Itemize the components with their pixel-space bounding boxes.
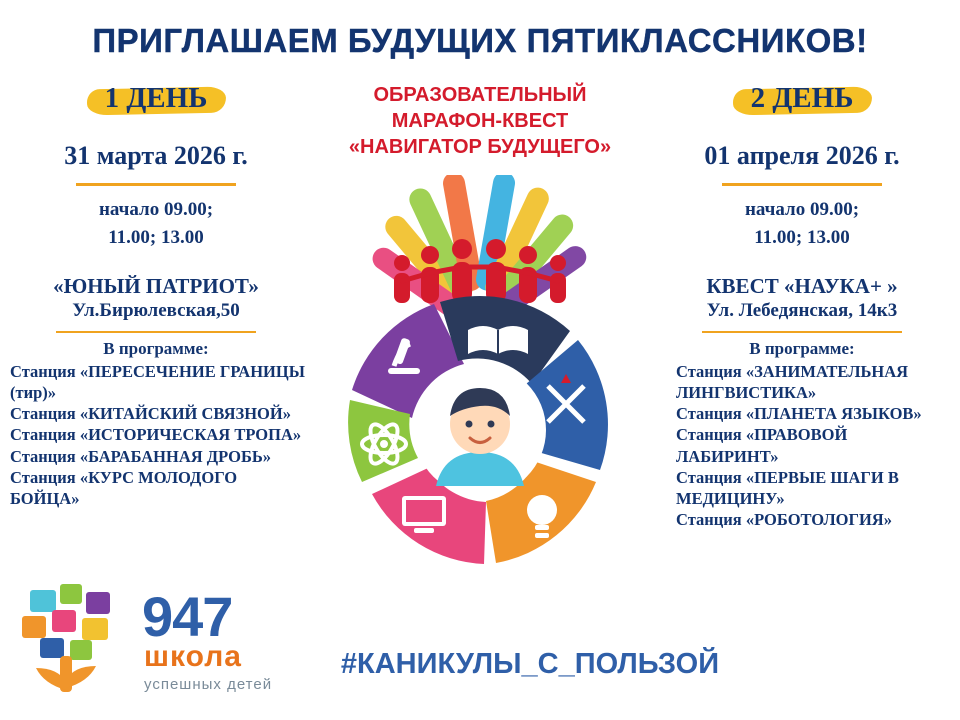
day-2-program-list xyxy=(652,361,952,530)
day-2-address: Ул. Лебедянская, 14к3 xyxy=(706,300,898,322)
day-2-venue xyxy=(652,273,952,323)
list-item: Станция «КИТАЙСКИЙ СВЯЗНОЙ» xyxy=(10,404,291,424)
day-column-1 xyxy=(6,78,306,509)
arrow-wheel xyxy=(348,296,608,564)
day-2-badge xyxy=(733,78,872,121)
day-2-date: 01 апреля 2026 г. xyxy=(704,141,900,170)
tree-logo-icon xyxy=(10,578,135,698)
central-graphic xyxy=(282,175,678,595)
list-item: Станция «ПРАВОВОЙ ЛАБИРИНТ» xyxy=(676,425,848,466)
day-column-2 xyxy=(652,78,952,530)
list-item: Станция «ПЕРВЫЕ ШАГИ В МЕДИЦИНУ» xyxy=(676,467,899,508)
day-1-badge-label: 1 ДЕНЬ xyxy=(104,82,208,114)
day-2-time-line-1: начало 09.00; xyxy=(744,199,860,220)
logo-word: школа xyxy=(144,640,242,673)
day-1-venue xyxy=(6,273,306,323)
day-1-time-line-2: 11.00; 13.00 xyxy=(108,226,204,248)
page-title: ПРИГЛАШАЕМ БУДУЩИХ ПЯТИКЛАССНИКОВ! xyxy=(92,22,868,59)
divider xyxy=(56,331,256,333)
school-logo xyxy=(10,578,290,710)
day-1-program-title: В программе: xyxy=(103,339,209,359)
list-item: Станция «РОБОТОЛОГИЯ» xyxy=(676,509,892,529)
list-item: Станция «ПЕРЕСЕЧЕНИЕ ГРАНИЦЫ (тир)» xyxy=(10,362,305,403)
day-1-time-line-1: начало 09.00; xyxy=(98,199,214,220)
logo-subtitle: успешных детей xyxy=(144,676,273,693)
day-2-times xyxy=(652,196,952,251)
day-1-date: 31 марта 2026 г. xyxy=(64,141,248,170)
hashtag: #КАНИКУЛЫ_С_ПОЛЬЗОЙ xyxy=(340,648,720,680)
day-2-badge-label: 2 ДЕНЬ xyxy=(750,82,854,114)
open-book-icon xyxy=(468,326,528,354)
event-title xyxy=(300,82,660,160)
boy-avatar-icon xyxy=(414,364,546,496)
list-item: Станция «ПЛАНЕТА ЯЗЫКОВ» xyxy=(676,404,922,424)
day-1-times xyxy=(6,196,306,251)
event-title-line-2: МАРАФОН-КВЕСТ xyxy=(391,110,569,132)
divider xyxy=(702,331,902,333)
day-1-address: Ул.Бирюлевская,50 xyxy=(72,300,240,322)
list-item: Станция «ИСТОРИЧЕСКАЯ ТРОПА» xyxy=(10,425,302,445)
logo-number: 947 xyxy=(142,585,233,648)
list-item: Станция «БАРАБАННАЯ ДРОБЬ» xyxy=(10,446,272,466)
day-1-badge xyxy=(87,78,226,121)
day-1-program-list xyxy=(6,361,306,509)
list-item: Станция «ЗАНИМАТЕЛЬНАЯ ЛИНГВИСТИКА» xyxy=(676,362,909,403)
day-1-venue-name: «ЮНЫЙ ПАТРИОТ» xyxy=(53,274,259,299)
day-2-venue-name: КВЕСТ «НАУКА+ » xyxy=(706,274,898,299)
divider xyxy=(722,183,882,186)
event-title-line-3: «НАВИГАТОР БУДУЩЕГО» xyxy=(348,136,612,158)
day-2-time-line-2: 11.00; 13.00 xyxy=(754,226,850,248)
event-title-line-1: ОБРАЗОВАТЕЛЬНЫЙ xyxy=(373,84,587,106)
list-item: Станция «КУРС МОЛОДОГО БОЙЦА» xyxy=(10,467,238,508)
divider xyxy=(76,183,236,186)
day-2-program-title: В программе: xyxy=(749,339,855,359)
